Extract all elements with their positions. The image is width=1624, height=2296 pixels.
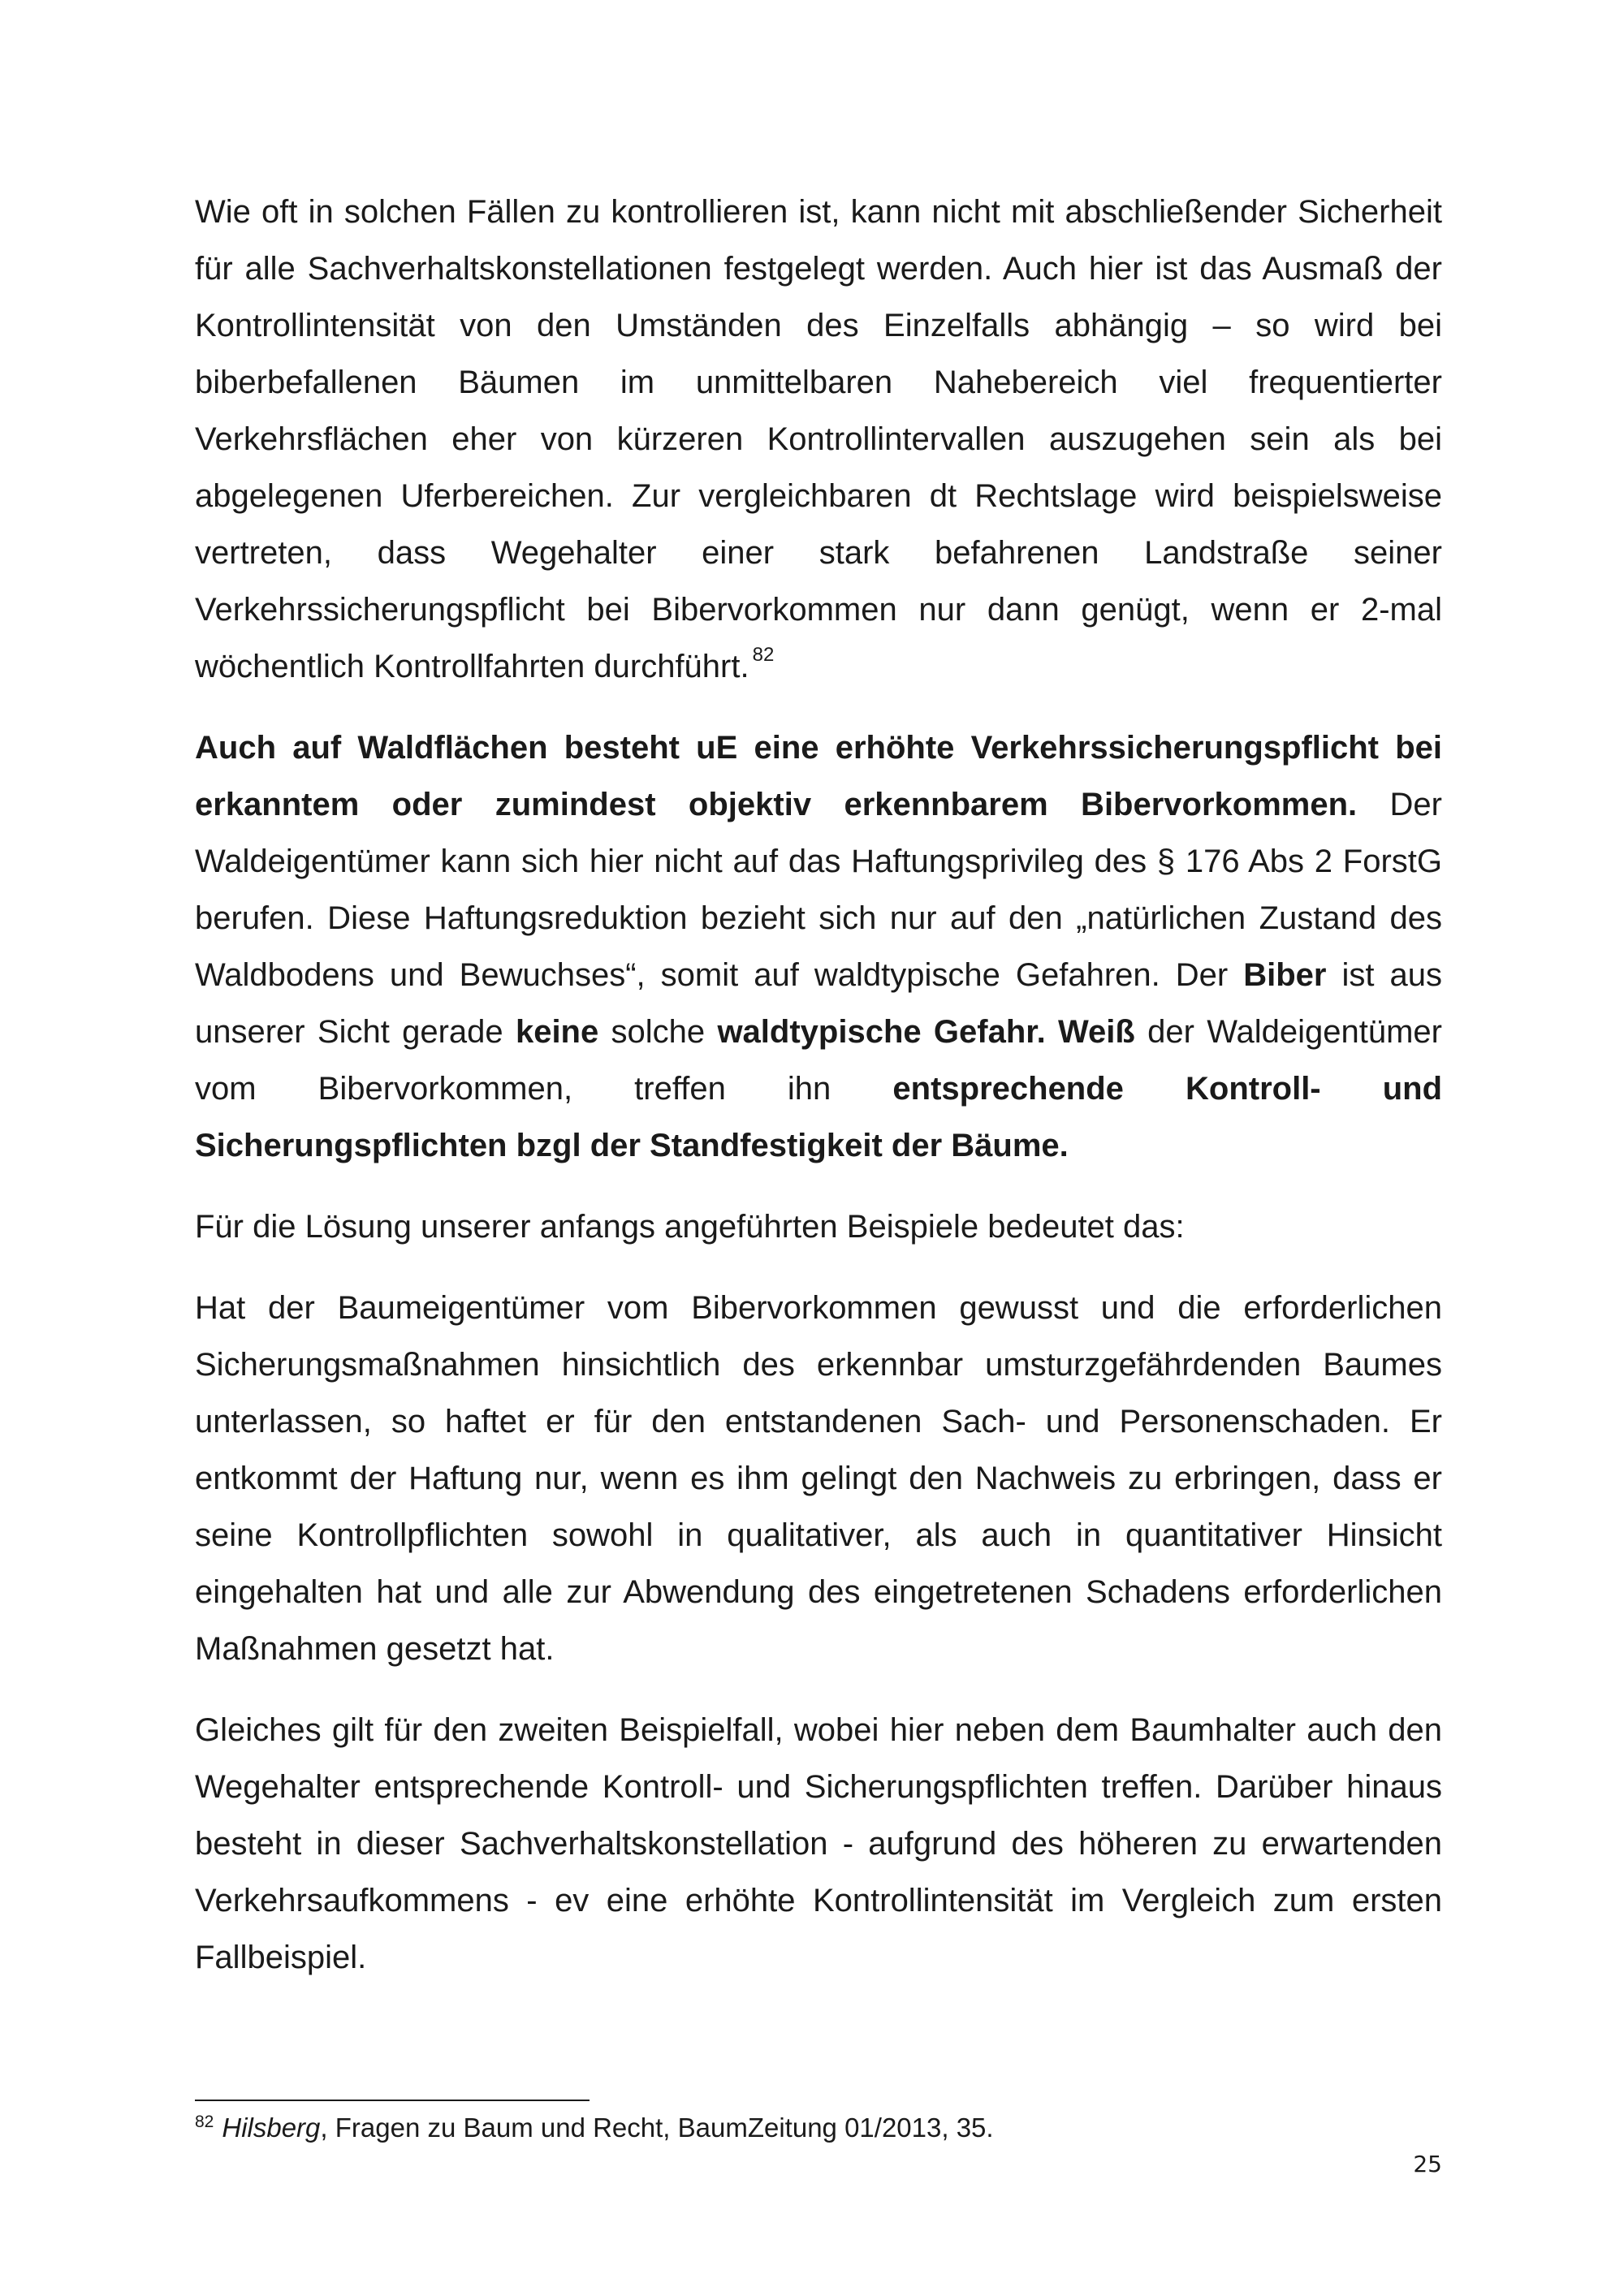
bold-text: entsprechende Kontroll- und Sicherungspflichten bzgl der Standfestigkeit der Bäume. bbox=[195, 1071, 1443, 1163]
paragraph-control-frequency bbox=[195, 183, 1442, 695]
footnote-number: 82 bbox=[195, 2113, 214, 2131]
footnote-text: , Fragen zu Baum und Recht, BaumZeitung 01/2013, 35. bbox=[320, 2113, 994, 2143]
paragraph-text: solche bbox=[598, 1014, 718, 1050]
footnote-author: Hilsberg bbox=[222, 2113, 321, 2143]
paragraph-text: ist aus unserer Sicht gerade bbox=[195, 957, 1443, 1050]
bold-text: keine bbox=[515, 1014, 599, 1050]
bold-text: Auch auf Waldflächen besteht uE eine erhöhte Verkehrssicherungspflicht bei erkanntem oder zumindest objektiv erkennbarem Bibervorkommen. bbox=[195, 730, 1442, 822]
page-body bbox=[195, 183, 1442, 2010]
paragraph-example-one: Hat der Baumeigentümer vom Bibervorkommen gewusst und die erforderlichen Sicherungsmaßnahmen hinsichtlich des erkennbar umsturzgefährdenden Baumes unterlassen, so haftet er für den entstandenen Sach- und Personenschaden. Er entkommt der Haftung nur, wenn es ihm gelingt den Nachweis zu erbringen, dass er seine Kontrollpflichten sowohl in qualitativer, als auch in quantitativer Hinsicht eingehalten hat und alle zur Abwendung des eingetretenen Schadens erforderlichen Maßnahmen gesetzt hat. bbox=[195, 1290, 1442, 1667]
paragraph-text: der Waldeigentümer vom Bibervorkommen, treffen ihn bbox=[195, 1014, 1442, 1107]
footnote bbox=[195, 2111, 1442, 2145]
paragraph-forest-areas bbox=[195, 719, 1442, 1174]
paragraph-text: Wie oft in solchen Fällen zu kontrollieren ist, kann nicht mit abschließender Sicherheit für alle Sachverhaltskonstellationen festgelegt werden. Auch hier ist das Ausmaß der Kontrollintensität von den Umständen des Einzelfalls abhängig – so wird bei biberbefallenen Bäumen im unmittelbaren Nahebereich viel frequentierter Verkehrsflächen eher von kürzeren Kontrollintervallen auszugehen sein als bei abgelegenen Uferbereichen. Zur vergleichbaren dt Rechtslage wird beispielsweise vertreten, dass Wegehalter einer stark befahrenen Landstraße seiner Verkehrssicherungspflicht bei Bibervorkommen nur dann genügt, wenn er 2-mal wöchentlich Kontrollfahrten durchführt. bbox=[195, 194, 1442, 684]
bold-text: waldtypische Gefahr. Weiß bbox=[717, 1014, 1135, 1050]
paragraph-example-two: Gleiches gilt für den zweiten Beispielfall, wobei hier neben dem Baumhalter auch den Wegehalter entsprechende Kontroll- und Sicherungspflichten treffen. Darüber hinaus besteht in dieser Sachverhaltskonstellation - aufgrund des höheren zu erwartenden Verkehrsaufkommens - ev eine erhöhte Kontrollintensität im Vergleich zum ersten Fallbeispiel. bbox=[195, 1712, 1442, 1975]
bold-text: Biber bbox=[1243, 957, 1327, 993]
page-number: 25 bbox=[1413, 2151, 1442, 2177]
paragraph-text: Der Waldeigentümer kann sich hier nicht auf das Haftungsprivileg des § 176 Abs 2 ForstG berufen. Diese Haftungsreduktion bezieht sich nur auf den „natürlichen Zustand des Waldbodens und Bewuchses“, somit auf waldtypische Gefahren. Der bbox=[195, 787, 1442, 993]
footnote-separator bbox=[195, 2100, 590, 2101]
footnote-reference[interactable]: 82 bbox=[752, 643, 775, 666]
paragraph-solution-intro: Für die Lösung unserer anfangs angeführten Beispiele bedeutet das: bbox=[195, 1209, 1185, 1245]
